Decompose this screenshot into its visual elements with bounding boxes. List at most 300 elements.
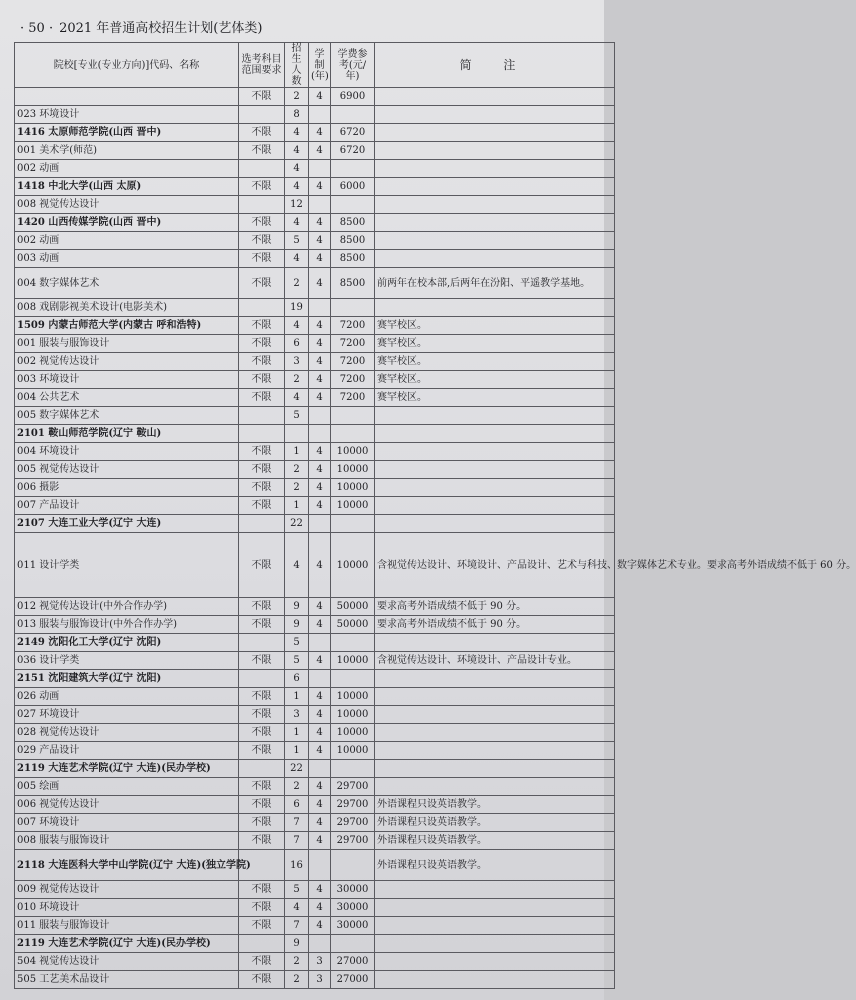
school-or-major-name: 006 摄影 [15,479,239,497]
subject-requirement: 不限 [239,317,285,335]
remark: 外语课程只设英语教学。 [375,832,615,850]
remark [375,778,615,796]
school-or-major-name: 007 产品设计 [15,497,239,515]
table-row [15,899,615,917]
tuition-fee [331,515,375,533]
table-row [15,299,615,317]
remark [375,407,615,425]
study-years: 4 [309,353,331,371]
table-row [15,917,615,935]
tuition-fee: 6720 [331,124,375,142]
study-years: 4 [309,814,331,832]
subject-requirement: 不限 [239,353,285,371]
enrollment-count: 7 [285,917,309,935]
tuition-fee: 10000 [331,533,375,598]
school-or-major-name: 002 动画 [15,232,239,250]
remark: 前两年在校本部,后两年在汾阳、平遥教学基地。 [375,268,615,299]
enrollment-count: 4 [285,142,309,160]
subject-requirement: 不限 [239,268,285,299]
study-years: 4 [309,616,331,634]
table-row [15,232,615,250]
table-row [15,479,615,497]
school-or-major-name: 003 动画 [15,250,239,268]
tuition-fee [331,106,375,124]
enrollment-count: 2 [285,371,309,389]
enrollment-count: 6 [285,796,309,814]
table-row [15,832,615,850]
tuition-fee: 10000 [331,497,375,515]
study-years [309,935,331,953]
table-row [15,196,615,214]
study-years: 4 [309,881,331,899]
study-years [309,299,331,317]
remark: 赛罕校区。 [375,353,615,371]
subject-requirement: 不限 [239,232,285,250]
subject-requirement: 不限 [239,971,285,989]
remark [375,917,615,935]
subject-requirement: 不限 [239,832,285,850]
tuition-fee [331,850,375,881]
tuition-fee: 30000 [331,881,375,899]
tuition-fee [331,407,375,425]
table-row [15,742,615,760]
school-row [15,425,615,443]
study-years [309,106,331,124]
tuition-fee [331,196,375,214]
enrollment-count: 4 [285,533,309,598]
remark [375,634,615,652]
enrollment-count: 5 [285,407,309,425]
tuition-fee: 8500 [331,232,375,250]
page-title: 2021 年普通高校招生计划(艺体类) [59,21,263,36]
table-body [15,88,856,989]
school-or-major-name: 004 数字媒体艺术 [15,268,239,299]
table-row [15,706,615,724]
tuition-fee [331,760,375,778]
tuition-fee: 27000 [331,971,375,989]
remark [375,250,615,268]
enrollment-count: 7 [285,832,309,850]
enrollment-count: 7 [285,814,309,832]
remark [375,881,615,899]
school-or-major-name: 027 环境设计 [15,706,239,724]
subject-requirement: 不限 [239,371,285,389]
enrollment-count: 9 [285,616,309,634]
study-years: 4 [309,598,331,616]
tuition-fee: 30000 [331,917,375,935]
school-or-major-name: 1418 中北大学(山西 太原) [15,178,239,196]
school-or-major-name: 010 环境设计 [15,899,239,917]
study-years [309,160,331,178]
table-row [15,533,615,598]
school-row [15,317,615,335]
table-row [15,142,615,160]
subject-requirement: 不限 [239,814,285,832]
subject-requirement: 不限 [239,389,285,407]
study-years [309,670,331,688]
subject-requirement: 不限 [239,533,285,598]
study-years: 4 [309,142,331,160]
school-or-major-name: 2149 沈阳化工大学(辽宁 沈阳) [15,634,239,652]
enrollment-count [285,425,309,443]
study-years: 4 [309,917,331,935]
remark [375,443,615,461]
subject-requirement: 不限 [239,497,285,515]
school-or-major-name [15,88,239,106]
study-years: 4 [309,533,331,598]
school-or-major-name: 009 视觉传达设计 [15,881,239,899]
school-or-major-name: 2101 鞍山师范学院(辽宁 鞍山) [15,425,239,443]
subject-requirement: 不限 [239,443,285,461]
remark [375,196,615,214]
subject-requirement: 不限 [239,881,285,899]
remark [375,106,615,124]
subject-requirement: 不限 [239,335,285,353]
tuition-fee: 8500 [331,250,375,268]
tuition-fee: 29700 [331,814,375,832]
study-years [309,196,331,214]
school-or-major-name: 036 设计学类 [15,652,239,670]
study-years: 4 [309,724,331,742]
study-years: 4 [309,742,331,760]
tuition-fee: 7200 [331,389,375,407]
remark: 外语课程只设英语教学。 [375,850,615,881]
enrollment-count: 1 [285,497,309,515]
subject-requirement: 不限 [239,724,285,742]
subject-requirement [239,160,285,178]
study-years: 3 [309,971,331,989]
subject-requirement: 不限 [239,917,285,935]
subject-requirement: 不限 [239,88,285,106]
enrollment-count: 6 [285,670,309,688]
table-row [15,353,615,371]
enrollment-count: 2 [285,778,309,796]
remark [375,670,615,688]
table-row [15,268,615,299]
subject-requirement [239,425,285,443]
table-row [15,335,615,353]
study-years [309,634,331,652]
subject-requirement [239,196,285,214]
table-row [15,106,615,124]
tuition-fee: 29700 [331,796,375,814]
subject-requirement: 不限 [239,598,285,616]
study-years [309,407,331,425]
enrollment-count: 2 [285,971,309,989]
tuition-fee: 10000 [331,724,375,742]
table-row [15,497,615,515]
tuition-fee: 29700 [331,832,375,850]
subject-requirement: 不限 [239,142,285,160]
school-row [15,670,615,688]
remark [375,953,615,971]
enrollment-count: 2 [285,461,309,479]
study-years: 4 [309,88,331,106]
school-or-major-name: 005 视觉传达设计 [15,461,239,479]
study-years [309,850,331,881]
table-row [15,971,615,989]
remark [375,160,615,178]
subject-requirement: 不限 [239,706,285,724]
study-years: 4 [309,250,331,268]
school-or-major-name: 2118 大连医科大学中山学院(辽宁 大连)(独立学院) [15,850,239,881]
subject-requirement: 不限 [239,479,285,497]
table-row [15,688,615,706]
table-row [15,443,615,461]
school-row [15,178,615,196]
table-row [15,407,615,425]
subject-requirement: 不限 [239,899,285,917]
tuition-fee: 10000 [331,443,375,461]
study-years: 4 [309,124,331,142]
tuition-fee: 6900 [331,88,375,106]
subject-requirement: 不限 [239,778,285,796]
remark [375,124,615,142]
enrollment-plan-table [14,42,856,989]
tuition-fee [331,425,375,443]
school-or-major-name: 028 视觉传达设计 [15,724,239,742]
table-row [15,652,615,670]
study-years: 4 [309,335,331,353]
school-or-major-name: 1509 内蒙古师范大学(内蒙古 呼和浩特) [15,317,239,335]
enrollment-count: 2 [285,953,309,971]
remark [375,899,615,917]
remark [375,88,615,106]
tuition-fee [331,634,375,652]
remark [375,299,615,317]
subject-requirement [239,299,285,317]
study-years: 4 [309,796,331,814]
table-row [15,160,615,178]
school-or-major-name: 2119 大连艺术学院(辽宁 大连)(民办学校) [15,935,239,953]
study-years [309,760,331,778]
column-header-years: 学制(年) [309,43,331,88]
school-or-major-name: 011 设计学类 [15,533,239,598]
enrollment-count: 6 [285,335,309,353]
enrollment-count: 3 [285,706,309,724]
remark [375,479,615,497]
remark [375,971,615,989]
school-or-major-name: 001 服装与服饰设计 [15,335,239,353]
remark: 赛罕校区。 [375,335,615,353]
school-or-major-name: 008 戏剧影视美术设计(电影美术) [15,299,239,317]
school-or-major-name: 2119 大连艺术学院(辽宁 大连)(民办学校) [15,760,239,778]
study-years: 4 [309,652,331,670]
school-or-major-name: 008 视觉传达设计 [15,196,239,214]
school-or-major-name: 026 动画 [15,688,239,706]
remark [375,742,615,760]
table-row [15,88,615,106]
remark: 要求高考外语成绩不低于 90 分。 [375,598,615,616]
remark: 赛罕校区。 [375,371,615,389]
subject-requirement: 不限 [239,742,285,760]
study-years: 4 [309,832,331,850]
remark: 含视觉传达设计、环境设计、产品设计专业。 [375,652,615,670]
tuition-fee: 10000 [331,706,375,724]
enrollment-count: 5 [285,634,309,652]
school-row [15,124,615,142]
remark: 赛罕校区。 [375,317,615,335]
column-header-note: 简 注 [375,43,615,88]
subject-requirement [239,634,285,652]
table-row [15,461,615,479]
school-or-major-name: 006 视觉传达设计 [15,796,239,814]
subject-requirement: 不限 [239,214,285,232]
enrollment-count: 22 [285,760,309,778]
study-years: 4 [309,479,331,497]
enrollment-count: 1 [285,688,309,706]
subject-requirement: 不限 [239,652,285,670]
school-or-major-name: 011 服装与服饰设计 [15,917,239,935]
tuition-fee [331,299,375,317]
tuition-fee: 10000 [331,652,375,670]
tuition-fee: 50000 [331,616,375,634]
tuition-fee: 6720 [331,142,375,160]
study-years: 4 [309,389,331,407]
tuition-fee: 8500 [331,214,375,232]
remark [375,497,615,515]
enrollment-count: 4 [285,899,309,917]
subject-requirement [239,670,285,688]
tuition-fee [331,935,375,953]
study-years: 4 [309,268,331,299]
enrollment-count: 8 [285,106,309,124]
study-years: 4 [309,706,331,724]
tuition-fee: 50000 [331,598,375,616]
tuition-fee [331,160,375,178]
enrollment-count: 16 [285,850,309,881]
subject-requirement [239,106,285,124]
school-or-major-name: 023 环境设计 [15,106,239,124]
school-or-major-name: 004 环境设计 [15,443,239,461]
remark [375,142,615,160]
subject-requirement: 不限 [239,796,285,814]
subject-requirement [239,515,285,533]
study-years: 4 [309,778,331,796]
table-row [15,598,615,616]
enrollment-count: 9 [285,598,309,616]
school-row [15,935,615,953]
school-row [15,214,615,232]
enrollment-count: 1 [285,443,309,461]
remark [375,688,615,706]
school-or-major-name: 004 公共艺术 [15,389,239,407]
study-years [309,425,331,443]
tuition-fee: 27000 [331,953,375,971]
study-years: 4 [309,899,331,917]
table-row [15,881,615,899]
school-or-major-name: 008 服装与服饰设计 [15,832,239,850]
school-or-major-name: 012 视觉传达设计(中外合作办学) [15,598,239,616]
study-years: 4 [309,443,331,461]
table-row [15,371,615,389]
table-row [15,724,615,742]
school-or-major-name: 005 数字媒体艺术 [15,407,239,425]
enrollment-count: 4 [285,160,309,178]
table-header-row [15,43,615,88]
table-row [15,778,615,796]
school-or-major-name: 1416 太原师范学院(山西 晋中) [15,124,239,142]
tuition-fee: 29700 [331,778,375,796]
tuition-fee: 6000 [331,178,375,196]
column-header-name: 院校[专业(专业方向)]代码、名称 [15,43,239,88]
school-or-major-name: 029 产品设计 [15,742,239,760]
study-years: 4 [309,461,331,479]
school-or-major-name: 504 视觉传达设计 [15,953,239,971]
school-row [15,850,615,881]
tuition-fee: 10000 [331,461,375,479]
enrollment-count: 9 [285,935,309,953]
study-years: 4 [309,497,331,515]
table-row [15,953,615,971]
subject-requirement: 不限 [239,250,285,268]
enrollment-count: 12 [285,196,309,214]
enrollment-count: 4 [285,124,309,142]
school-row [15,760,615,778]
table-row [15,389,615,407]
study-years: 4 [309,317,331,335]
study-years [309,515,331,533]
subject-requirement: 不限 [239,688,285,706]
study-years: 4 [309,688,331,706]
school-or-major-name: 505 工艺美术品设计 [15,971,239,989]
school-or-major-name: 1420 山西传媒学院(山西 晋中) [15,214,239,232]
remark [375,706,615,724]
school-or-major-name: 013 服装与服饰设计(中外合作办学) [15,616,239,634]
remark [375,232,615,250]
enrollment-count: 2 [285,268,309,299]
tuition-fee: 30000 [331,899,375,917]
remark: 外语课程只设英语教学。 [375,796,615,814]
enrollment-count: 4 [285,178,309,196]
tuition-fee: 7200 [331,371,375,389]
remark: 赛罕校区。 [375,389,615,407]
school-or-major-name: 002 动画 [15,160,239,178]
remark [375,425,615,443]
tuition-fee: 10000 [331,479,375,497]
school-row [15,634,615,652]
remark [375,178,615,196]
enrollment-count: 4 [285,317,309,335]
enrollment-count: 5 [285,652,309,670]
study-years: 4 [309,214,331,232]
school-or-major-name: 2151 沈阳建筑大学(辽宁 沈阳) [15,670,239,688]
remark [375,724,615,742]
enrollment-count: 4 [285,389,309,407]
school-row [15,515,615,533]
subject-requirement: 不限 [239,953,285,971]
enrollment-count: 2 [285,479,309,497]
remark: 外语课程只设英语教学。 [375,814,615,832]
school-or-major-name: 007 环境设计 [15,814,239,832]
subject-requirement [239,760,285,778]
school-or-major-name: 002 视觉传达设计 [15,353,239,371]
tuition-fee: 7200 [331,353,375,371]
column-header-subject: 选考科目范围要求 [239,43,285,88]
remark [375,461,615,479]
enrollment-count: 1 [285,724,309,742]
study-years: 4 [309,371,331,389]
remark [375,760,615,778]
tuition-fee: 10000 [331,742,375,760]
school-or-major-name: 2107 大连工业大学(辽宁 大连) [15,515,239,533]
tuition-fee: 7200 [331,317,375,335]
subject-requirement: 不限 [239,461,285,479]
remark: 要求高考外语成绩不低于 90 分。 [375,616,615,634]
enrollment-count: 4 [285,250,309,268]
remark [375,515,615,533]
study-years: 4 [309,178,331,196]
